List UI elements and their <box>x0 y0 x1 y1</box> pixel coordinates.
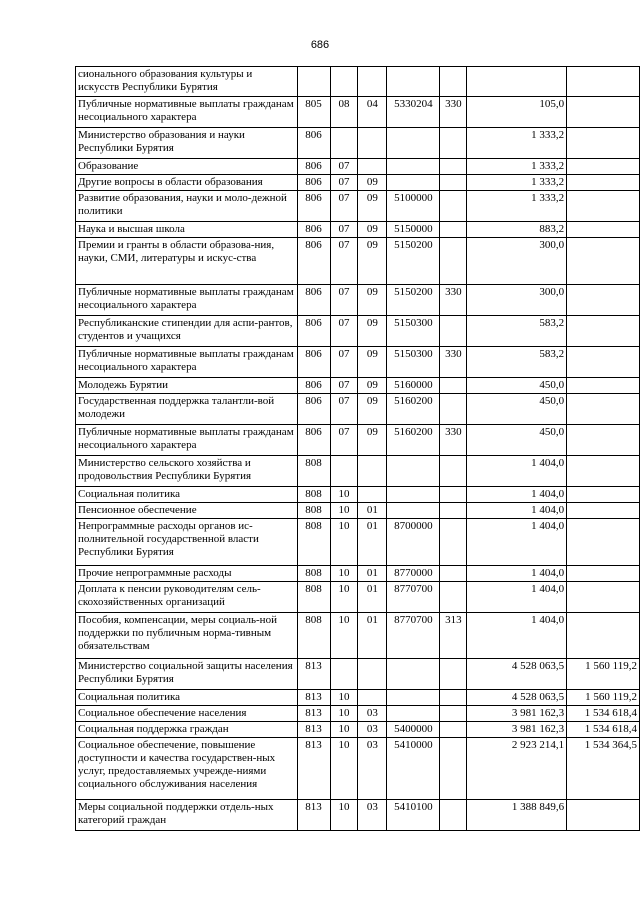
row-name-cell: Министерство социальной защиты населения Республики Бурятия <box>76 659 298 690</box>
section-code-cell: 10 <box>330 582 358 613</box>
row-name-cell: Образование <box>76 159 298 175</box>
subsection-code-cell <box>358 159 387 175</box>
section-code-cell: 07 <box>330 159 358 175</box>
target-article-cell <box>387 659 440 690</box>
amount-second-cell <box>567 347 640 378</box>
subsection-code-cell <box>358 487 387 503</box>
amount-cell: 450,0 <box>467 425 567 456</box>
ministry-code-cell: 805 <box>297 97 330 128</box>
ministry-code-cell: 806 <box>297 285 330 316</box>
target-article-cell: 5150200 <box>387 285 440 316</box>
expense-type-cell <box>440 519 467 566</box>
target-article-cell: 5150300 <box>387 347 440 378</box>
ministry-code-cell: 806 <box>297 128 330 159</box>
expense-type-cell <box>440 67 467 97</box>
expense-type-cell: 330 <box>440 425 467 456</box>
section-code-cell: 07 <box>330 425 358 456</box>
section-code-cell: 07 <box>330 378 358 394</box>
amount-second-cell <box>567 238 640 285</box>
amount-cell: 105,0 <box>467 97 567 128</box>
subsection-code-cell: 01 <box>358 582 387 613</box>
row-name-cell: Министерство образования и науки Республики Бурятия <box>76 128 298 159</box>
section-code-cell: 10 <box>330 487 358 503</box>
amount-cell: 1 404,0 <box>467 582 567 613</box>
section-code-cell <box>330 67 358 97</box>
table-row <box>76 722 640 738</box>
amount-cell: 1 404,0 <box>467 519 567 566</box>
target-article-cell <box>387 128 440 159</box>
section-code-cell <box>330 128 358 159</box>
subsection-code-cell: 03 <box>358 800 387 831</box>
expense-type-cell <box>440 503 467 519</box>
table-row <box>76 191 640 222</box>
target-article-cell: 5150200 <box>387 238 440 285</box>
target-article-cell: 5410000 <box>387 738 440 800</box>
subsection-code-cell: 09 <box>358 191 387 222</box>
target-article-cell <box>387 706 440 722</box>
table-row <box>76 659 640 690</box>
ministry-code-cell: 806 <box>297 238 330 285</box>
amount-second-cell <box>567 487 640 503</box>
table-body <box>76 67 640 831</box>
table-row <box>76 582 640 613</box>
section-code-cell: 07 <box>330 222 358 238</box>
row-name-cell: Социальная политика <box>76 690 298 706</box>
subsection-code-cell: 04 <box>358 97 387 128</box>
section-code-cell: 07 <box>330 191 358 222</box>
ministry-code-cell: 808 <box>297 456 330 487</box>
amount-second-cell <box>567 519 640 566</box>
amount-cell: 1 404,0 <box>467 487 567 503</box>
expense-type-cell <box>440 316 467 347</box>
section-code-cell: 07 <box>330 347 358 378</box>
amount-cell: 1 333,2 <box>467 159 567 175</box>
table-row <box>76 738 640 800</box>
amount-cell: 583,2 <box>467 316 567 347</box>
row-name-cell: Публичные нормативные выплаты гражданам несоциального характера <box>76 347 298 378</box>
section-code-cell: 10 <box>330 690 358 706</box>
section-code-cell: 10 <box>330 800 358 831</box>
expense-type-cell <box>440 394 467 425</box>
ministry-code-cell: 813 <box>297 706 330 722</box>
section-code-cell: 10 <box>330 503 358 519</box>
target-article-cell <box>387 487 440 503</box>
ministry-code-cell: 813 <box>297 738 330 800</box>
amount-cell: 300,0 <box>467 238 567 285</box>
expense-type-cell <box>440 738 467 800</box>
table-row <box>76 238 640 285</box>
amount-second-cell <box>567 159 640 175</box>
expense-type-cell <box>440 487 467 503</box>
amount-cell: 4 528 063,5 <box>467 659 567 690</box>
expense-type-cell <box>440 456 467 487</box>
target-article-cell <box>387 159 440 175</box>
expense-type-cell <box>440 238 467 285</box>
section-code-cell: 10 <box>330 519 358 566</box>
budget-table <box>75 66 640 831</box>
expense-type-cell <box>440 690 467 706</box>
row-name-cell: Доплата к пенсии руководителям сель-скохозяйственных организаций <box>76 582 298 613</box>
subsection-code-cell: 03 <box>358 722 387 738</box>
row-name-cell: Социальная политика <box>76 487 298 503</box>
section-code-cell: 10 <box>330 706 358 722</box>
amount-second-cell <box>567 503 640 519</box>
subsection-code-cell: 09 <box>358 316 387 347</box>
ministry-code-cell: 808 <box>297 613 330 659</box>
subsection-code-cell: 09 <box>358 285 387 316</box>
table-row <box>76 159 640 175</box>
row-name-cell: Меры социальной поддержки отдель-ных категорий граждан <box>76 800 298 831</box>
amount-second-cell: 1 534 364,5 <box>567 738 640 800</box>
section-code-cell: 07 <box>330 316 358 347</box>
ministry-code-cell: 808 <box>297 582 330 613</box>
row-name-cell: Публичные нормативные выплаты гражданам несоциального характера <box>76 97 298 128</box>
ministry-code-cell: 806 <box>297 394 330 425</box>
amount-cell <box>467 67 567 97</box>
amount-second-cell <box>567 378 640 394</box>
amount-second-cell <box>567 222 640 238</box>
row-name-cell: Пенсионное обеспечение <box>76 503 298 519</box>
subsection-code-cell <box>358 659 387 690</box>
target-article-cell <box>387 690 440 706</box>
expense-type-cell <box>440 378 467 394</box>
amount-cell: 1 388 849,6 <box>467 800 567 831</box>
table-row <box>76 690 640 706</box>
amount-cell: 1 404,0 <box>467 566 567 582</box>
table-row <box>76 566 640 582</box>
row-name-cell: Непрограммные расходы органов ис-полнительной государственной власти Республики Бурятия <box>76 519 298 566</box>
expense-type-cell <box>440 191 467 222</box>
amount-second-cell: 1 534 618,4 <box>567 706 640 722</box>
target-article-cell: 5150000 <box>387 222 440 238</box>
table-row <box>76 285 640 316</box>
subsection-code-cell: 09 <box>358 238 387 285</box>
row-name-cell: Молодежь Бурятии <box>76 378 298 394</box>
ministry-code-cell: 808 <box>297 487 330 503</box>
amount-second-cell <box>567 316 640 347</box>
amount-cell: 1 404,0 <box>467 503 567 519</box>
expense-type-cell: 313 <box>440 613 467 659</box>
subsection-code-cell <box>358 128 387 159</box>
ministry-code-cell: 813 <box>297 659 330 690</box>
row-name-cell: Министерство сельского хозяйства и продовольствия Республики Бурятия <box>76 456 298 487</box>
table-row <box>76 456 640 487</box>
amount-cell: 583,2 <box>467 347 567 378</box>
subsection-code-cell: 01 <box>358 566 387 582</box>
section-code-cell: 10 <box>330 566 358 582</box>
expense-type-cell <box>440 659 467 690</box>
row-name-cell: Публичные нормативные выплаты гражданам несоциального характера <box>76 285 298 316</box>
target-article-cell: 5160200 <box>387 425 440 456</box>
ministry-code-cell: 806 <box>297 347 330 378</box>
table-row <box>76 67 640 97</box>
ministry-code-cell: 808 <box>297 566 330 582</box>
amount-second-cell <box>567 97 640 128</box>
page-number: 686 <box>310 39 330 51</box>
ministry-code-cell: 806 <box>297 316 330 347</box>
table-row <box>76 425 640 456</box>
ministry-code-cell: 806 <box>297 191 330 222</box>
subsection-code-cell: 09 <box>358 347 387 378</box>
amount-cell: 1 404,0 <box>467 613 567 659</box>
amount-second-cell: 1 534 618,4 <box>567 722 640 738</box>
section-code-cell: 07 <box>330 394 358 425</box>
table-row <box>76 128 640 159</box>
section-code-cell: 07 <box>330 175 358 191</box>
row-name-cell: Социальное обеспечение населения <box>76 706 298 722</box>
amount-second-cell <box>567 128 640 159</box>
section-code-cell <box>330 659 358 690</box>
amount-second-cell <box>567 582 640 613</box>
amount-second-cell <box>567 425 640 456</box>
row-name-cell: Премии и гранты в области образова-ния, науки, СМИ, литературы и искус-ства <box>76 238 298 285</box>
amount-cell: 450,0 <box>467 378 567 394</box>
row-name-cell: сионального образования культуры и искусств Республики Бурятия <box>76 67 298 97</box>
expense-type-cell <box>440 566 467 582</box>
section-code-cell: 08 <box>330 97 358 128</box>
amount-second-cell: 1 560 119,2 <box>567 659 640 690</box>
table-row <box>76 316 640 347</box>
amount-cell: 2 923 214,1 <box>467 738 567 800</box>
amount-cell: 1 333,2 <box>467 191 567 222</box>
subsection-code-cell: 09 <box>358 175 387 191</box>
subsection-code-cell: 01 <box>358 503 387 519</box>
table-row <box>76 175 640 191</box>
subsection-code-cell: 03 <box>358 706 387 722</box>
subsection-code-cell: 03 <box>358 738 387 800</box>
row-name-cell: Прочие непрограммные расходы <box>76 566 298 582</box>
amount-second-cell <box>567 613 640 659</box>
expense-type-cell <box>440 222 467 238</box>
ministry-code-cell <box>297 67 330 97</box>
target-article-cell: 5100000 <box>387 191 440 222</box>
amount-cell: 1 333,2 <box>467 175 567 191</box>
subsection-code-cell: 09 <box>358 222 387 238</box>
section-code-cell: 07 <box>330 238 358 285</box>
expense-type-cell: 330 <box>440 285 467 316</box>
amount-cell: 4 528 063,5 <box>467 690 567 706</box>
table-row <box>76 503 640 519</box>
amount-second-cell <box>567 394 640 425</box>
target-article-cell: 5150300 <box>387 316 440 347</box>
amount-second-cell <box>567 191 640 222</box>
row-name-cell: Развитие образования, науки и моло-дежной политики <box>76 191 298 222</box>
expense-type-cell <box>440 706 467 722</box>
ministry-code-cell: 806 <box>297 378 330 394</box>
ministry-code-cell: 808 <box>297 519 330 566</box>
ministry-code-cell: 813 <box>297 722 330 738</box>
ministry-code-cell: 806 <box>297 159 330 175</box>
amount-cell: 3 981 162,3 <box>467 706 567 722</box>
ministry-code-cell: 806 <box>297 175 330 191</box>
table-row <box>76 394 640 425</box>
subsection-code-cell: 09 <box>358 394 387 425</box>
expense-type-cell: 330 <box>440 347 467 378</box>
row-name-cell: Публичные нормативные выплаты гражданам несоциального характера <box>76 425 298 456</box>
row-name-cell: Социальное обеспечение, повышение доступности и качества государствен-ных услуг, предоставляемых учрежде-ниями социального обслуживания населения <box>76 738 298 800</box>
amount-second-cell: 1 560 119,2 <box>567 690 640 706</box>
target-article-cell: 5410100 <box>387 800 440 831</box>
amount-second-cell <box>567 67 640 97</box>
row-name-cell: Другие вопросы в области образования <box>76 175 298 191</box>
ministry-code-cell: 813 <box>297 690 330 706</box>
target-article-cell <box>387 503 440 519</box>
expense-type-cell <box>440 582 467 613</box>
target-article-cell: 5330204 <box>387 97 440 128</box>
amount-second-cell <box>567 566 640 582</box>
row-name-cell: Социальная поддержка граждан <box>76 722 298 738</box>
row-name-cell: Республиканские стипендии для аспи-рантов, студентов и учащихся <box>76 316 298 347</box>
subsection-code-cell: 09 <box>358 425 387 456</box>
ministry-code-cell: 813 <box>297 800 330 831</box>
amount-cell: 300,0 <box>467 285 567 316</box>
table-row <box>76 706 640 722</box>
ministry-code-cell: 808 <box>297 503 330 519</box>
section-code-cell: 07 <box>330 285 358 316</box>
amount-cell: 1 404,0 <box>467 456 567 487</box>
subsection-code-cell <box>358 67 387 97</box>
target-article-cell: 5400000 <box>387 722 440 738</box>
expense-type-cell <box>440 128 467 159</box>
amount-second-cell <box>567 800 640 831</box>
subsection-code-cell: 09 <box>358 378 387 394</box>
expense-type-cell <box>440 159 467 175</box>
section-code-cell <box>330 456 358 487</box>
target-article-cell: 8770700 <box>387 582 440 613</box>
amount-cell: 450,0 <box>467 394 567 425</box>
expense-type-cell <box>440 175 467 191</box>
target-article-cell <box>387 175 440 191</box>
expense-type-cell <box>440 800 467 831</box>
ministry-code-cell: 806 <box>297 222 330 238</box>
table-row <box>76 347 640 378</box>
target-article-cell: 8700000 <box>387 519 440 566</box>
row-name-cell: Государственная поддержка талантли-вой молодежи <box>76 394 298 425</box>
amount-cell: 1 333,2 <box>467 128 567 159</box>
amount-cell: 3 981 162,3 <box>467 722 567 738</box>
table-row <box>76 97 640 128</box>
target-article-cell: 8770700 <box>387 613 440 659</box>
amount-second-cell <box>567 175 640 191</box>
ministry-code-cell: 806 <box>297 425 330 456</box>
target-article-cell: 5160200 <box>387 394 440 425</box>
amount-second-cell <box>567 456 640 487</box>
section-code-cell: 10 <box>330 613 358 659</box>
subsection-code-cell: 01 <box>358 519 387 566</box>
expense-type-cell: 330 <box>440 97 467 128</box>
subsection-code-cell: 01 <box>358 613 387 659</box>
table-row <box>76 800 640 831</box>
section-code-cell: 10 <box>330 738 358 800</box>
target-article-cell <box>387 456 440 487</box>
subsection-code-cell <box>358 690 387 706</box>
subsection-code-cell <box>358 456 387 487</box>
section-code-cell: 10 <box>330 722 358 738</box>
amount-second-cell <box>567 285 640 316</box>
row-name-cell: Пособия, компенсации, меры социаль-ной поддержки по публичным норма-тивным обязательствам <box>76 613 298 659</box>
table-row <box>76 378 640 394</box>
target-article-cell: 8770000 <box>387 566 440 582</box>
target-article-cell: 5160000 <box>387 378 440 394</box>
expense-type-cell <box>440 722 467 738</box>
table-row <box>76 613 640 659</box>
table-row <box>76 519 640 566</box>
table-row <box>76 222 640 238</box>
amount-cell: 883,2 <box>467 222 567 238</box>
table-row <box>76 487 640 503</box>
row-name-cell: Наука и высшая школа <box>76 222 298 238</box>
target-article-cell <box>387 67 440 97</box>
